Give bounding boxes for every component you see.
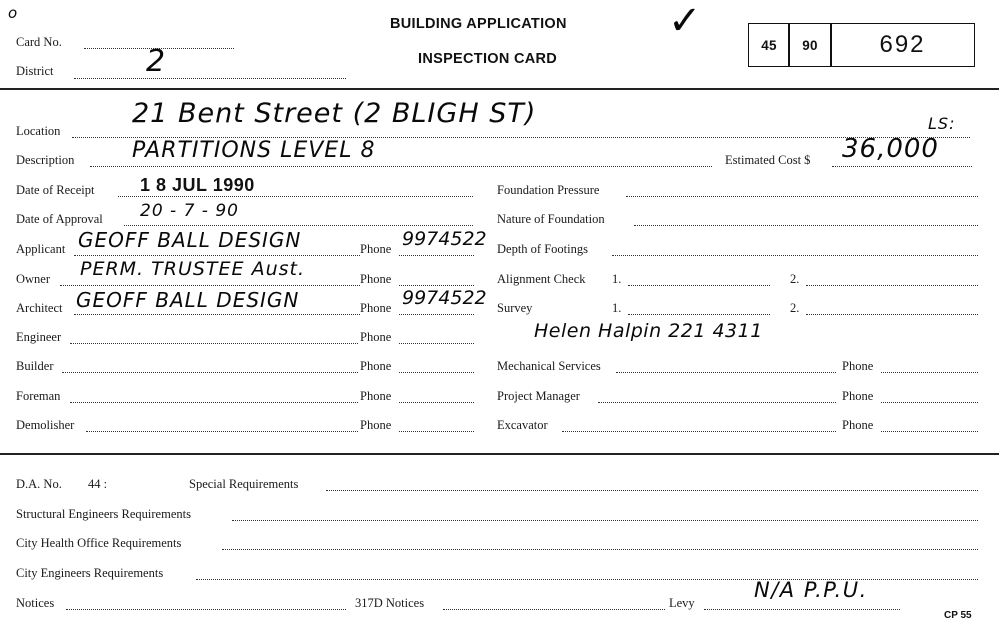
corner-mark: o — [8, 4, 19, 22]
special-requirements-label: Special Requirements — [189, 477, 299, 491]
levy-line — [704, 609, 900, 610]
date-of-approval-line — [124, 225, 473, 226]
date-of-approval-value: 20 - 7 - 90 — [140, 201, 239, 221]
architect-phone-line — [399, 314, 474, 315]
notices-317d-line — [443, 609, 665, 610]
ref-box-b-value: 90 — [802, 37, 818, 53]
excavator-phone-label: Phone — [842, 418, 874, 432]
foreman-label: Foreman — [16, 389, 61, 403]
builder-line — [62, 372, 358, 373]
description-label: Description — [16, 153, 75, 167]
demolisher-line — [86, 431, 358, 432]
alignment-check-2-label: 2. — [790, 272, 800, 286]
ref-box-a-value: 45 — [761, 37, 777, 53]
owner-line — [60, 285, 360, 286]
levy-value: N/A P.P.U. — [754, 578, 868, 602]
mechanical-services-label: Mechanical Services — [497, 359, 601, 373]
builder-label: Builder — [16, 359, 54, 373]
mechanical-services-phone-label: Phone — [842, 359, 874, 373]
applicant-line — [74, 255, 360, 256]
builder-phone-line — [399, 372, 474, 373]
demolisher-phone-label: Phone — [360, 418, 392, 432]
district-value: 2 — [146, 44, 167, 79]
nature-of-foundation-line — [634, 225, 978, 226]
survey-1-line — [628, 314, 770, 315]
engineer-line — [70, 343, 358, 344]
district-label: District — [16, 64, 54, 78]
survey-label: Survey — [497, 301, 533, 315]
section-rule — [0, 453, 999, 455]
architect-phone-value: 9974522 — [402, 287, 487, 309]
excavator-phone-line — [881, 431, 978, 432]
date-of-receipt-label: Date of Receipt — [16, 183, 95, 197]
project-manager-phone-label: Phone — [842, 389, 874, 403]
card-no-label: Card No. — [16, 35, 62, 49]
city-engineers-label: City Engineers Requirements — [16, 566, 164, 580]
excavator-line — [562, 431, 836, 432]
owner-value: PERM. TRUSTEE Aust. — [80, 258, 305, 280]
foundation-pressure-label: Foundation Pressure — [497, 183, 600, 197]
foreman-phone-label: Phone — [360, 389, 392, 403]
project-manager-phone-line — [881, 402, 978, 403]
applicant-label: Applicant — [16, 242, 66, 256]
builder-phone-label: Phone — [360, 359, 392, 373]
ref-box-b — [788, 23, 832, 67]
depth-of-footings-label: Depth of Footings — [497, 242, 588, 256]
survey-2-line — [806, 314, 978, 315]
foreman-line — [70, 402, 358, 403]
nature-of-foundation-label: Nature of Foundation — [497, 212, 605, 226]
city-health-line — [222, 549, 978, 550]
location-value: 21 Bent Street (2 BLIGH ST) — [132, 98, 537, 129]
alignment-check-1-line — [628, 285, 770, 286]
structural-engineers-line — [232, 520, 978, 521]
estimated-cost-line — [832, 166, 972, 167]
engineer-label: Engineer — [16, 330, 62, 344]
demolisher-label: Demolisher — [16, 418, 75, 432]
estimated-cost-label: Estimated Cost $ — [725, 153, 811, 167]
survey-2-label: 2. — [790, 301, 800, 315]
engineer-phone-label: Phone — [360, 330, 392, 344]
owner-phone-label: Phone — [360, 272, 392, 286]
location-label: Location — [16, 124, 61, 138]
survey-handwritten-note: Helen Halpin 221 4311 — [534, 320, 763, 342]
applicant-phone-value: 9974522 — [402, 228, 487, 250]
ref-box-c-value: 692 — [879, 31, 926, 58]
architect-line — [74, 314, 360, 315]
depth-of-footings-line — [612, 255, 978, 256]
excavator-label: Excavator — [497, 418, 548, 432]
notices-label: Notices — [16, 596, 55, 610]
description-value: PARTITIONS LEVEL 8 — [132, 138, 376, 163]
demolisher-phone-line — [399, 431, 474, 432]
alignment-check-1-label: 1. — [612, 272, 622, 286]
check-mark: ✓ — [668, 0, 703, 44]
mechanical-services-phone-line — [881, 372, 978, 373]
title-line-2: INSPECTION CARD — [418, 51, 558, 67]
architect-phone-label: Phone — [360, 301, 392, 315]
structural-engineers-label: Structural Engineers Requirements — [16, 507, 191, 521]
estimated-cost-value: 36,000 — [842, 134, 939, 164]
date-of-receipt-line — [118, 196, 473, 197]
project-manager-line — [598, 402, 836, 403]
architect-value: GEOFF BALL DESIGN — [76, 288, 300, 312]
district-line — [74, 78, 346, 79]
notices-line — [66, 609, 346, 610]
city-health-label: City Health Office Requirements — [16, 536, 182, 550]
engineer-phone-line — [399, 343, 474, 344]
applicant-value: GEOFF BALL DESIGN — [78, 228, 302, 252]
special-requirements-line — [326, 490, 978, 491]
owner-phone-line — [399, 285, 474, 286]
mechanical-services-line — [616, 372, 836, 373]
architect-label: Architect — [16, 301, 63, 315]
ref-box-c — [830, 23, 975, 67]
da-no-value: 44 : — [88, 477, 108, 491]
project-manager-label: Project Manager — [497, 389, 580, 403]
applicant-phone-line — [399, 255, 474, 256]
description-line — [90, 166, 712, 167]
form-code: CP 55 — [944, 610, 972, 621]
survey-1-label: 1. — [612, 301, 622, 315]
applicant-phone-label: Phone — [360, 242, 392, 256]
owner-label: Owner — [16, 272, 51, 286]
alignment-check-label: Alignment Check — [497, 272, 586, 286]
header-rule — [0, 88, 999, 90]
date-of-approval-label: Date of Approval — [16, 212, 103, 226]
ref-box-a — [748, 23, 790, 67]
alignment-check-2-line — [806, 285, 978, 286]
date-of-receipt-stamp: 1 8 JUL 1990 — [140, 175, 255, 195]
location-note: LS: — [928, 114, 956, 133]
notices-317d-label: 317D Notices — [355, 596, 425, 610]
title-line-1: BUILDING APPLICATION — [390, 16, 567, 32]
foundation-pressure-line — [626, 196, 978, 197]
da-no-label: D.A. No. — [16, 477, 62, 491]
levy-label: Levy — [669, 596, 695, 610]
foreman-phone-line — [399, 402, 474, 403]
